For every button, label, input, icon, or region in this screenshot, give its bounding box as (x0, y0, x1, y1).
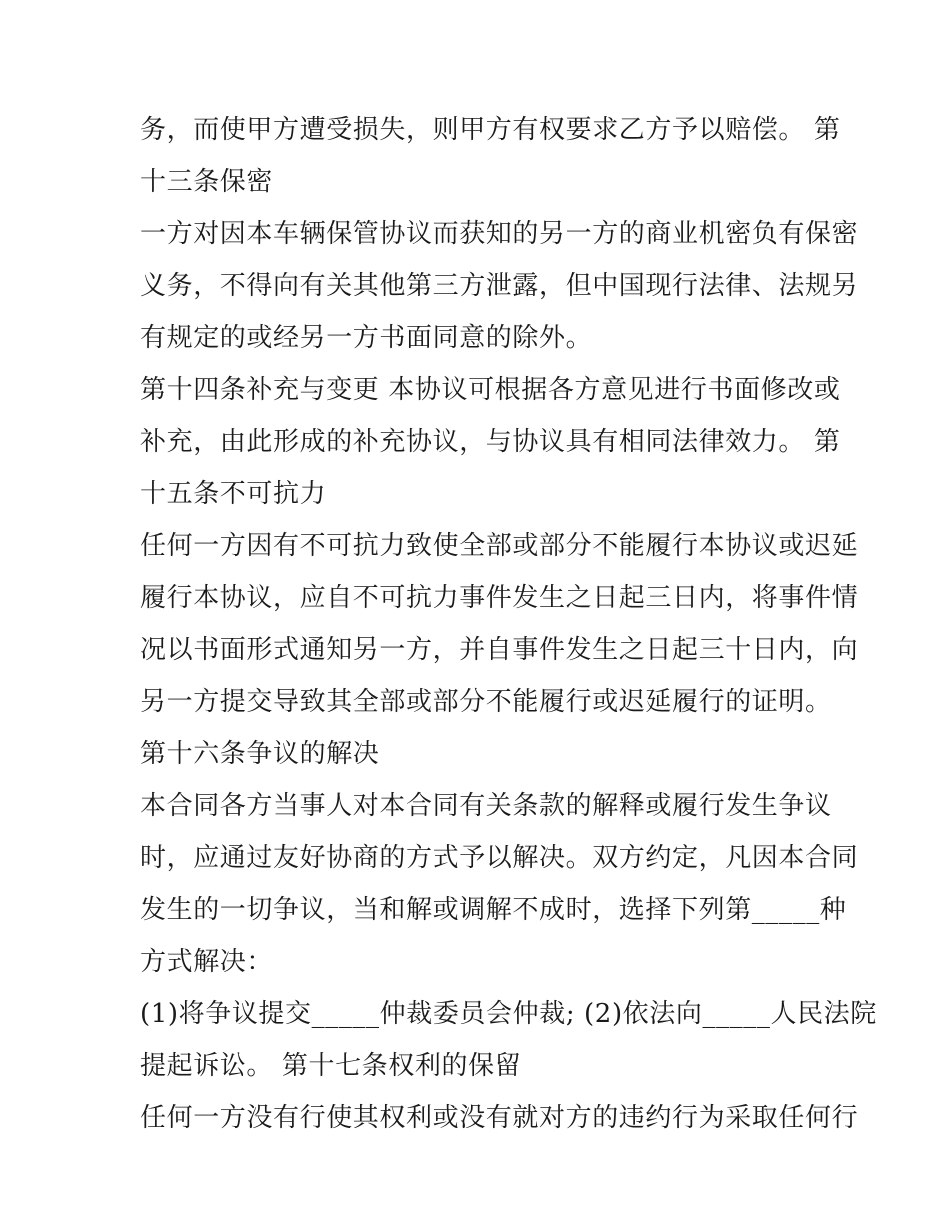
text-line: 方式解决： (140, 947, 274, 977)
text-line: 另一方提交导致其全部或部分不能履行或迟延履行的证明。 (140, 687, 832, 717)
text-line: 本合同各方当事人对本合同有关条款的解释或履行发生争议 (140, 791, 832, 821)
text-line: 有规定的或经另一方书面同意的除外。 (140, 323, 593, 353)
text-line: 义务，不得向有关其他第三方泄露，但中国现行法律、法规另 (140, 271, 859, 301)
text-line: 况以书面形式通知另一方，并自事件发生之日起三十日内，向 (140, 635, 859, 665)
text-line: (1)将争议提交_____仲裁委员会仲裁; (2)依法向_____人民法院 (140, 999, 877, 1029)
text-line: 任何一方因有不可抗力致使全部或部分不能履行本协议或迟延 (140, 531, 859, 561)
section-heading: 十三条保密 (140, 167, 274, 197)
text-line: 提起诉讼。 第十七条权利的保留 (140, 1051, 522, 1081)
text-line: 第十四条补充与变更 本协议可根据各方意见进行书面修改或 (140, 375, 841, 405)
text-line: 务，而使甲方遭受损失，则甲方有权要求乙方予以赔偿。 第 (140, 115, 841, 145)
text-line: 一方对因本车辆保管协议而获知的另一方的商业机密负有保密 (140, 219, 859, 249)
section-heading: 第十六条争议的解决 (140, 739, 380, 769)
text-line: 时，应通过友好协商的方式予以解决。双方约定，凡因本合同 (140, 843, 859, 873)
text-line: 补充，由此形成的补充协议，与协议具有相同法律效力。 第 (140, 427, 841, 457)
text-line: 履行本协议，应自不可抗力事件发生之日起三日内，将事件情 (140, 583, 859, 613)
text-line: 发生的一切争议，当和解或调解不成时，选择下列第_____种 (140, 895, 847, 925)
section-heading: 十五条不可抗力 (140, 479, 327, 509)
text-line: 任何一方没有行使其权利或没有就对方的违约行为采取任何行 (140, 1103, 859, 1133)
